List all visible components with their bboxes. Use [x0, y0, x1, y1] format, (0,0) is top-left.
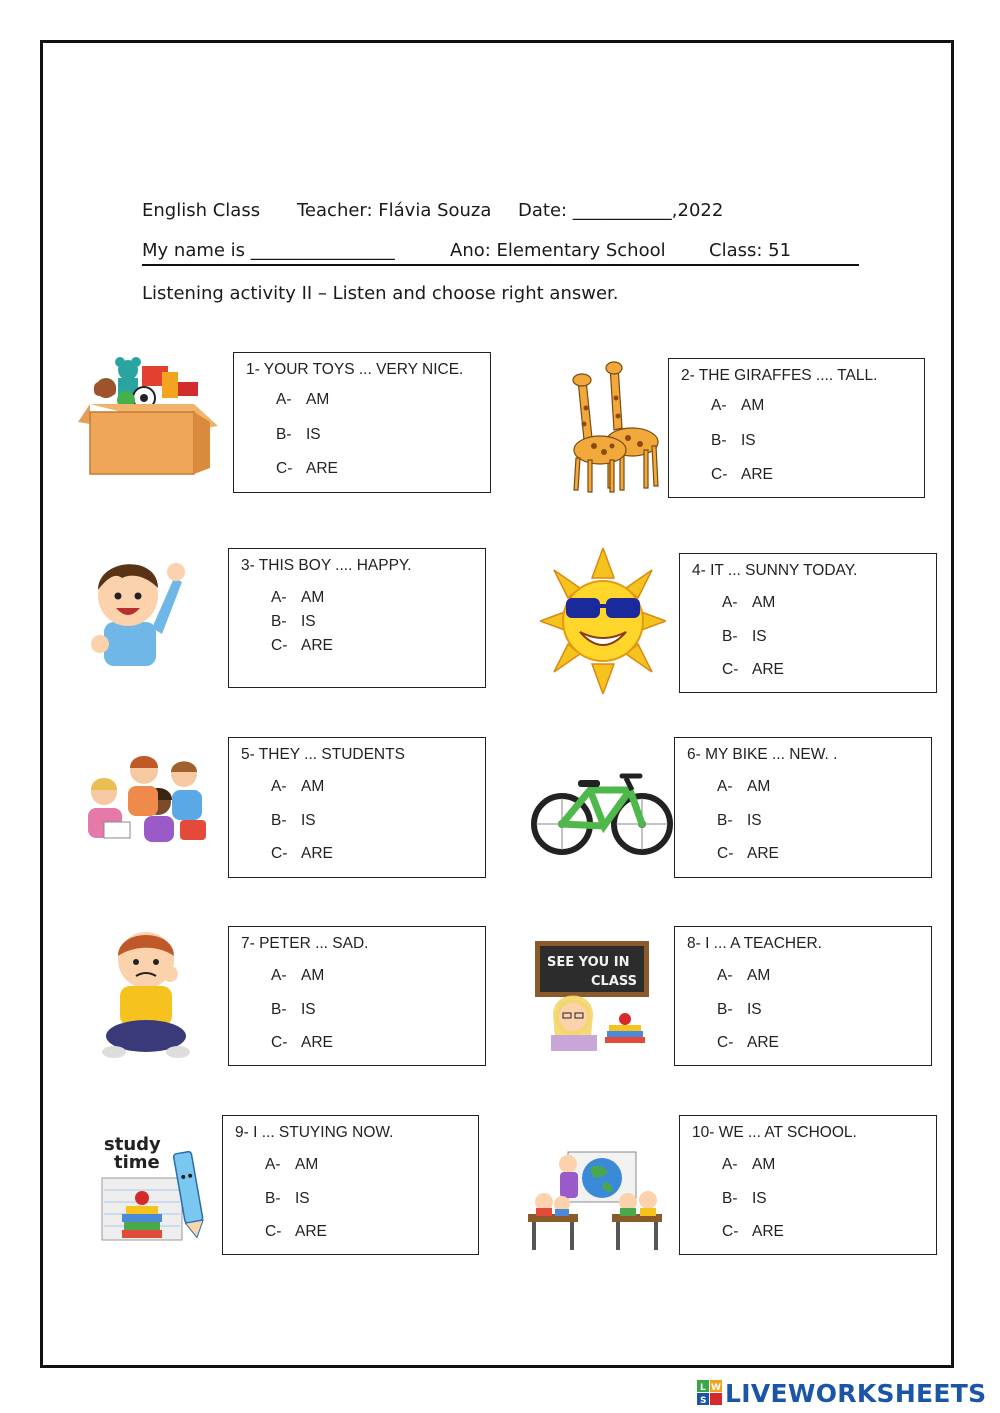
question-box-4 [679, 553, 937, 693]
question-box-5 [228, 737, 486, 878]
option-word: AM [747, 967, 771, 984]
answer-option-are[interactable] [271, 845, 333, 863]
answer-option-am[interactable] [717, 967, 770, 985]
answer-option-are[interactable] [717, 845, 779, 863]
answer-option-are[interactable] [711, 466, 773, 484]
option-word: ARE [301, 845, 333, 862]
giraffes-picture [548, 358, 662, 494]
option-letter: C- [717, 845, 734, 862]
answer-option-am[interactable] [271, 967, 324, 985]
option-letter: B- [271, 613, 287, 630]
option-letter: C- [265, 1223, 282, 1240]
liveworksheets-icon [697, 1380, 723, 1406]
logo-icon-letter-w: W [711, 1383, 721, 1393]
classroom-picture [528, 1148, 666, 1252]
option-word: ARE [301, 1034, 333, 1051]
question-text: 4- IT ... SUNNY TODAY. [692, 562, 858, 579]
ano-label: Ano: Elementary School [450, 240, 666, 261]
teacher-picture [535, 941, 651, 1051]
question-box-3 [228, 548, 486, 688]
question-box-7 [228, 926, 486, 1066]
sun-picture [540, 548, 666, 694]
header-divider [142, 264, 859, 266]
option-word: AM [301, 967, 325, 984]
chalkboard-text-1: SEE YOU IN [547, 955, 630, 970]
logo-icon-letter-s: S [700, 1396, 707, 1406]
question-text: 10- WE ... AT SCHOOL. [692, 1124, 857, 1141]
answer-option-is[interactable] [722, 1190, 767, 1208]
option-letter: A- [711, 397, 727, 414]
option-letter: C- [722, 1223, 739, 1240]
chalkboard-text-2: CLASS [591, 974, 638, 989]
answer-option-am[interactable] [722, 1156, 775, 1174]
option-word: ARE [301, 637, 333, 654]
option-letter: C- [711, 466, 728, 483]
option-word: AM [752, 594, 776, 611]
option-letter: A- [722, 594, 738, 611]
question-box-1 [233, 352, 491, 493]
answer-option-are[interactable] [717, 1034, 779, 1052]
option-letter: A- [265, 1156, 281, 1173]
answer-option-am[interactable] [271, 778, 324, 796]
option-word: IS [747, 1001, 762, 1018]
option-word: AM [301, 778, 325, 795]
liveworksheets-logo [697, 1378, 986, 1408]
option-word: IS [747, 812, 762, 829]
option-letter: A- [722, 1156, 738, 1173]
students-picture [84, 752, 210, 850]
option-word: ARE [295, 1223, 327, 1240]
option-word: ARE [752, 1223, 784, 1240]
question-text: 6- MY BIKE ... NEW. . [687, 746, 838, 763]
option-letter: B- [271, 1001, 287, 1018]
option-letter: C- [717, 1034, 734, 1051]
answer-option-are[interactable] [276, 460, 338, 478]
answer-option-are[interactable] [722, 1223, 784, 1241]
happy-boy-picture [82, 548, 186, 666]
answer-option-am[interactable] [717, 778, 770, 796]
option-letter: B- [722, 628, 738, 645]
class-number: Class: 51 [709, 240, 792, 261]
option-letter: C- [271, 845, 288, 862]
answer-option-are[interactable] [722, 661, 784, 679]
answer-option-am[interactable] [711, 397, 764, 415]
question-text: 9- I ... STUYING NOW. [235, 1124, 394, 1141]
option-letter: A- [717, 778, 733, 795]
bike-picture [528, 768, 676, 860]
instructions: Listening activity II – Listen and choose right answer. [142, 283, 619, 304]
question-box-9 [222, 1115, 479, 1255]
option-letter: C- [276, 460, 293, 477]
option-letter: C- [722, 661, 739, 678]
study-text: study [104, 1134, 161, 1155]
answer-option-are[interactable] [271, 637, 333, 655]
option-letter: A- [271, 778, 287, 795]
answer-option-is[interactable] [722, 628, 767, 646]
liveworksheets-logo-text: LIVEWORKSHEETS [725, 1378, 987, 1408]
answer-option-is[interactable] [271, 1001, 316, 1019]
option-word: IS [752, 1190, 767, 1207]
answer-option-am[interactable] [722, 594, 775, 612]
question-box-6 [674, 737, 932, 878]
option-word: IS [741, 432, 756, 449]
option-word: IS [295, 1190, 310, 1207]
question-box-2 [668, 358, 925, 498]
answer-option-are[interactable] [265, 1223, 327, 1241]
option-letter: B- [717, 1001, 733, 1018]
option-word: AM [747, 778, 771, 795]
answer-option-are[interactable] [271, 1034, 333, 1052]
option-word: AM [306, 391, 330, 408]
answer-option-is[interactable] [271, 613, 316, 631]
answer-option-am[interactable] [265, 1156, 318, 1174]
option-letter: A- [717, 967, 733, 984]
toy-box-picture [78, 352, 220, 480]
option-letter: B- [722, 1190, 738, 1207]
question-text: 3- THIS BOY .... HAPPY. [241, 557, 412, 574]
answer-option-is[interactable] [717, 1001, 762, 1019]
logo-icon-letter-l: L [700, 1383, 706, 1393]
date-field[interactable]: Date: ___________,2022 [518, 200, 724, 221]
option-word: ARE [752, 661, 784, 678]
question-text: 2- THE GIRAFFES .... TALL. [681, 367, 878, 384]
option-letter: A- [276, 391, 292, 408]
sad-boy-picture [100, 928, 192, 1062]
study-time-picture [100, 1132, 220, 1242]
option-word: AM [301, 589, 325, 606]
option-word: ARE [306, 460, 338, 477]
option-letter: B- [711, 432, 727, 449]
option-letter: B- [265, 1190, 281, 1207]
class-label: English Class [142, 200, 261, 221]
answer-option-is[interactable] [717, 812, 762, 830]
option-letter: C- [271, 637, 288, 654]
answer-option-is[interactable] [711, 432, 756, 450]
option-letter: A- [271, 967, 287, 984]
option-letter: C- [271, 1034, 288, 1051]
option-word: AM [295, 1156, 319, 1173]
answer-option-am[interactable] [271, 589, 324, 607]
answer-option-is[interactable] [265, 1190, 310, 1208]
name-field[interactable]: My name is ________________ [142, 240, 395, 261]
teacher-label: Teacher: Flávia Souza [297, 200, 492, 221]
option-word: IS [301, 613, 316, 630]
question-text: 5- THEY ... STUDENTS [241, 746, 405, 763]
option-word: IS [301, 812, 316, 829]
question-text: 1- YOUR TOYS ... VERY NICE. [246, 361, 464, 378]
option-letter: A- [271, 589, 287, 606]
option-letter: B- [717, 812, 733, 829]
option-word: AM [741, 397, 765, 414]
question-text: 7- PETER ... SAD. [241, 935, 369, 952]
option-word: ARE [747, 845, 779, 862]
answer-option-am[interactable] [276, 391, 329, 409]
option-word: ARE [741, 466, 773, 483]
option-word: AM [752, 1156, 776, 1173]
answer-option-is[interactable] [271, 812, 316, 830]
question-box-10 [679, 1115, 937, 1255]
option-word: IS [301, 1001, 316, 1018]
answer-option-is[interactable] [276, 426, 321, 444]
option-word: IS [752, 628, 767, 645]
question-box-8 [674, 926, 932, 1066]
option-letter: B- [271, 812, 287, 829]
option-letter: B- [276, 426, 292, 443]
option-word: ARE [747, 1034, 779, 1051]
option-word: IS [306, 426, 321, 443]
question-text: 8- I ... A TEACHER. [687, 935, 822, 952]
time-text: time [114, 1152, 160, 1173]
